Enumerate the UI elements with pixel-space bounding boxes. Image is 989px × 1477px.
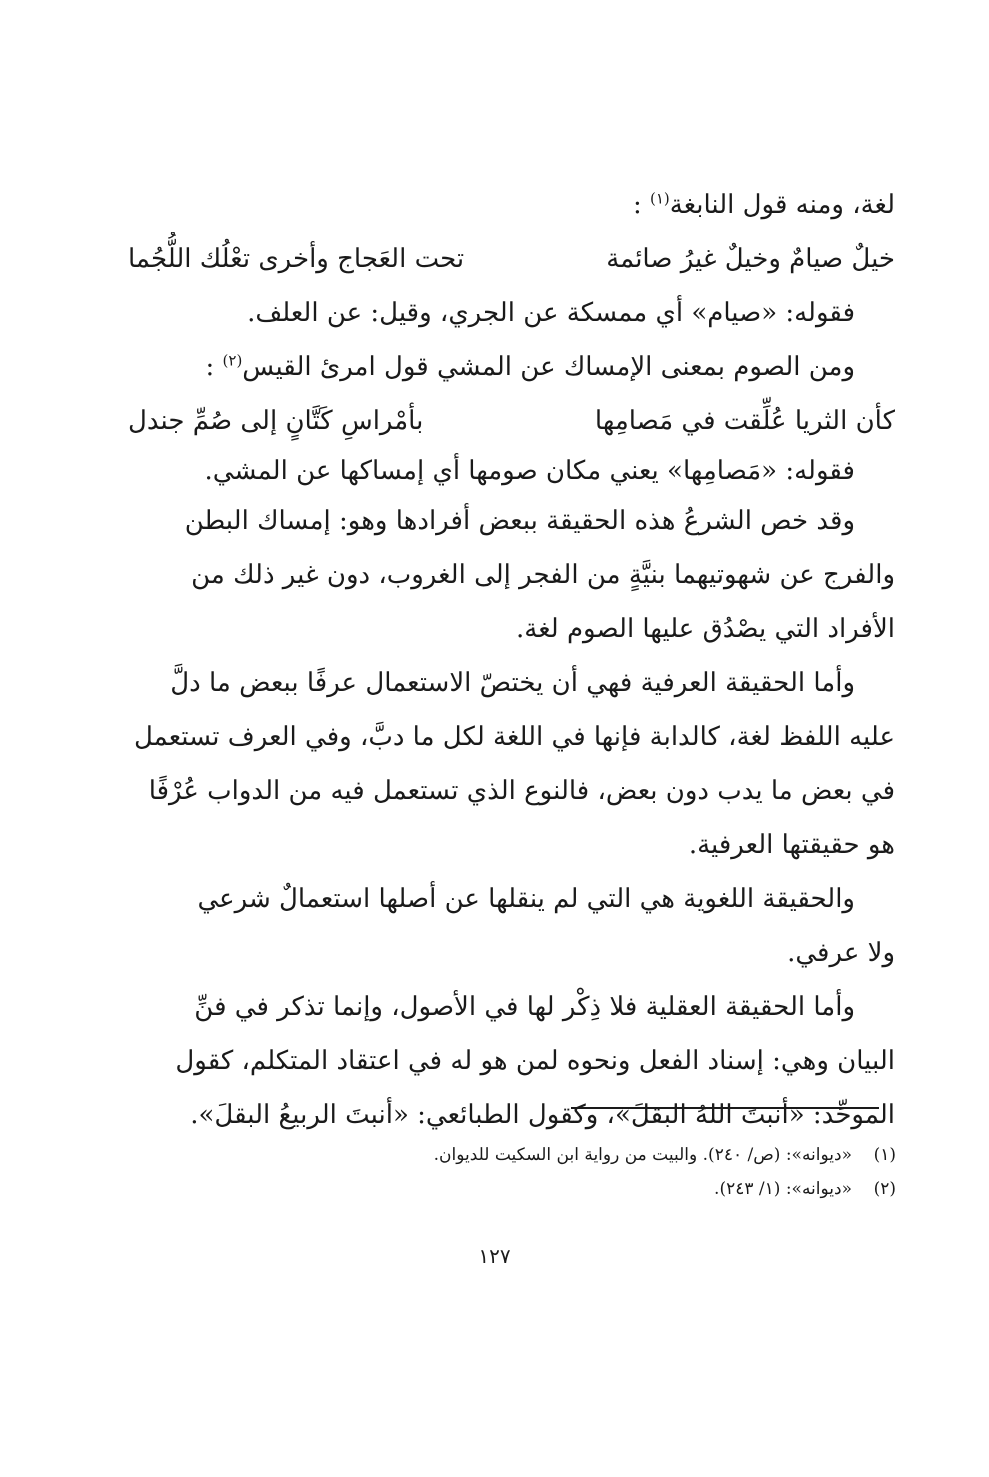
footnote-ref[interactable]: (٢) [222, 351, 243, 370]
page-number: ١٢٧ [478, 1244, 511, 1268]
text-line: فقوله: «صيام» أي ممسكة عن الجري، وقيل: عن العلف. [247, 298, 855, 328]
footnote-item [300, 1138, 896, 1172]
footnote-ref[interactable]: (١) [649, 189, 670, 208]
text-line [128, 178, 895, 232]
verse-first-hemistich: كأن الثريا عُلِّقت في مَصامِها [594, 406, 895, 436]
poem-verse [128, 232, 895, 286]
text-line: والحقيقة اللغوية هي التي لم ينقلها عن أصلها استعمالٌ شرعي [197, 884, 855, 914]
footnote-number: (١) [873, 1145, 896, 1165]
footnote-divider [571, 1107, 879, 1109]
footnote-number: (٢) [873, 1179, 896, 1199]
footnote-item [300, 1172, 896, 1206]
main-text [128, 178, 895, 1142]
text-line: هو حقيقتها العرفية. [688, 830, 895, 860]
text-line: الموحِّد: «أنبتَ اللهُ البقلَ»، وكقول الطبائعي: «أنبتَ الربيعُ البقلَ». [190, 1100, 895, 1130]
text-run: ومن الصوم بمعنى الإمساك عن المشي قول امرئ القيس [242, 352, 855, 382]
text-line: الأفراد التي يصْدُق عليها الصوم لغة. [516, 614, 895, 644]
text-line: وأما الحقيقة العرفية فهي أن يختصّ الاستعمال عرفًا ببعض ما دلَّ [170, 668, 855, 698]
text-run: : [205, 352, 215, 382]
footnote-text: «ديوانه»: (١/ ٢٤٣). [714, 1179, 852, 1199]
text-line: والفرج عن شهوتيهما بنيَّةٍ من الفجر إلى الغروب، دون غير ذلك من [191, 560, 895, 590]
text-line [128, 340, 895, 394]
verse-second-hemistich: تحت العَجاج وأخرى تعْلُك اللُّجُما [128, 244, 465, 274]
verse-second-hemistich: بأمْراسِ كَتَّانٍ إلى صُمِّ جندل [128, 406, 424, 436]
text-run: لغة، ومنه قول النابغة [669, 190, 895, 220]
text-line: البيان وهي: إسناد الفعل ونحوه لمن هو له في اعتقاد المتكلم، كقول [175, 1046, 895, 1076]
text-line: فقوله: «مَصامِها» يعني مكان صومها أي إمساكها عن المشي. [204, 456, 855, 486]
text-run: : [632, 190, 642, 220]
text-line: في بعض ما يدب دون بعض، فالنوع الذي تستعمل فيه من الدواب عُرْفًا [148, 776, 895, 806]
text-line: عليه اللفظ لغة، كالدابة فإنها في اللغة لكل ما دبَّ، وفي العرف تستعمل [133, 722, 895, 752]
text-line: وأما الحقيقة العقلية فلا ذِكْر لها في الأصول، وإنما تذكر في فنِّ [194, 992, 855, 1022]
text-line: ولا عرفي. [787, 938, 895, 968]
footnotes [300, 1138, 896, 1206]
verse-first-hemistich: خيلٌ صيامٌ وخيلٌ غيرُ صائمة [606, 244, 895, 274]
poem-verse [128, 394, 895, 448]
text-line: وقد خص الشرعُ هذه الحقيقة ببعض أفرادها وهو: إمساك البطن [184, 506, 855, 536]
footnote-text: «ديوانه»: (ص/ ٢٤٠). والبيت من رواية ابن السكيت للديوان. [433, 1145, 852, 1165]
